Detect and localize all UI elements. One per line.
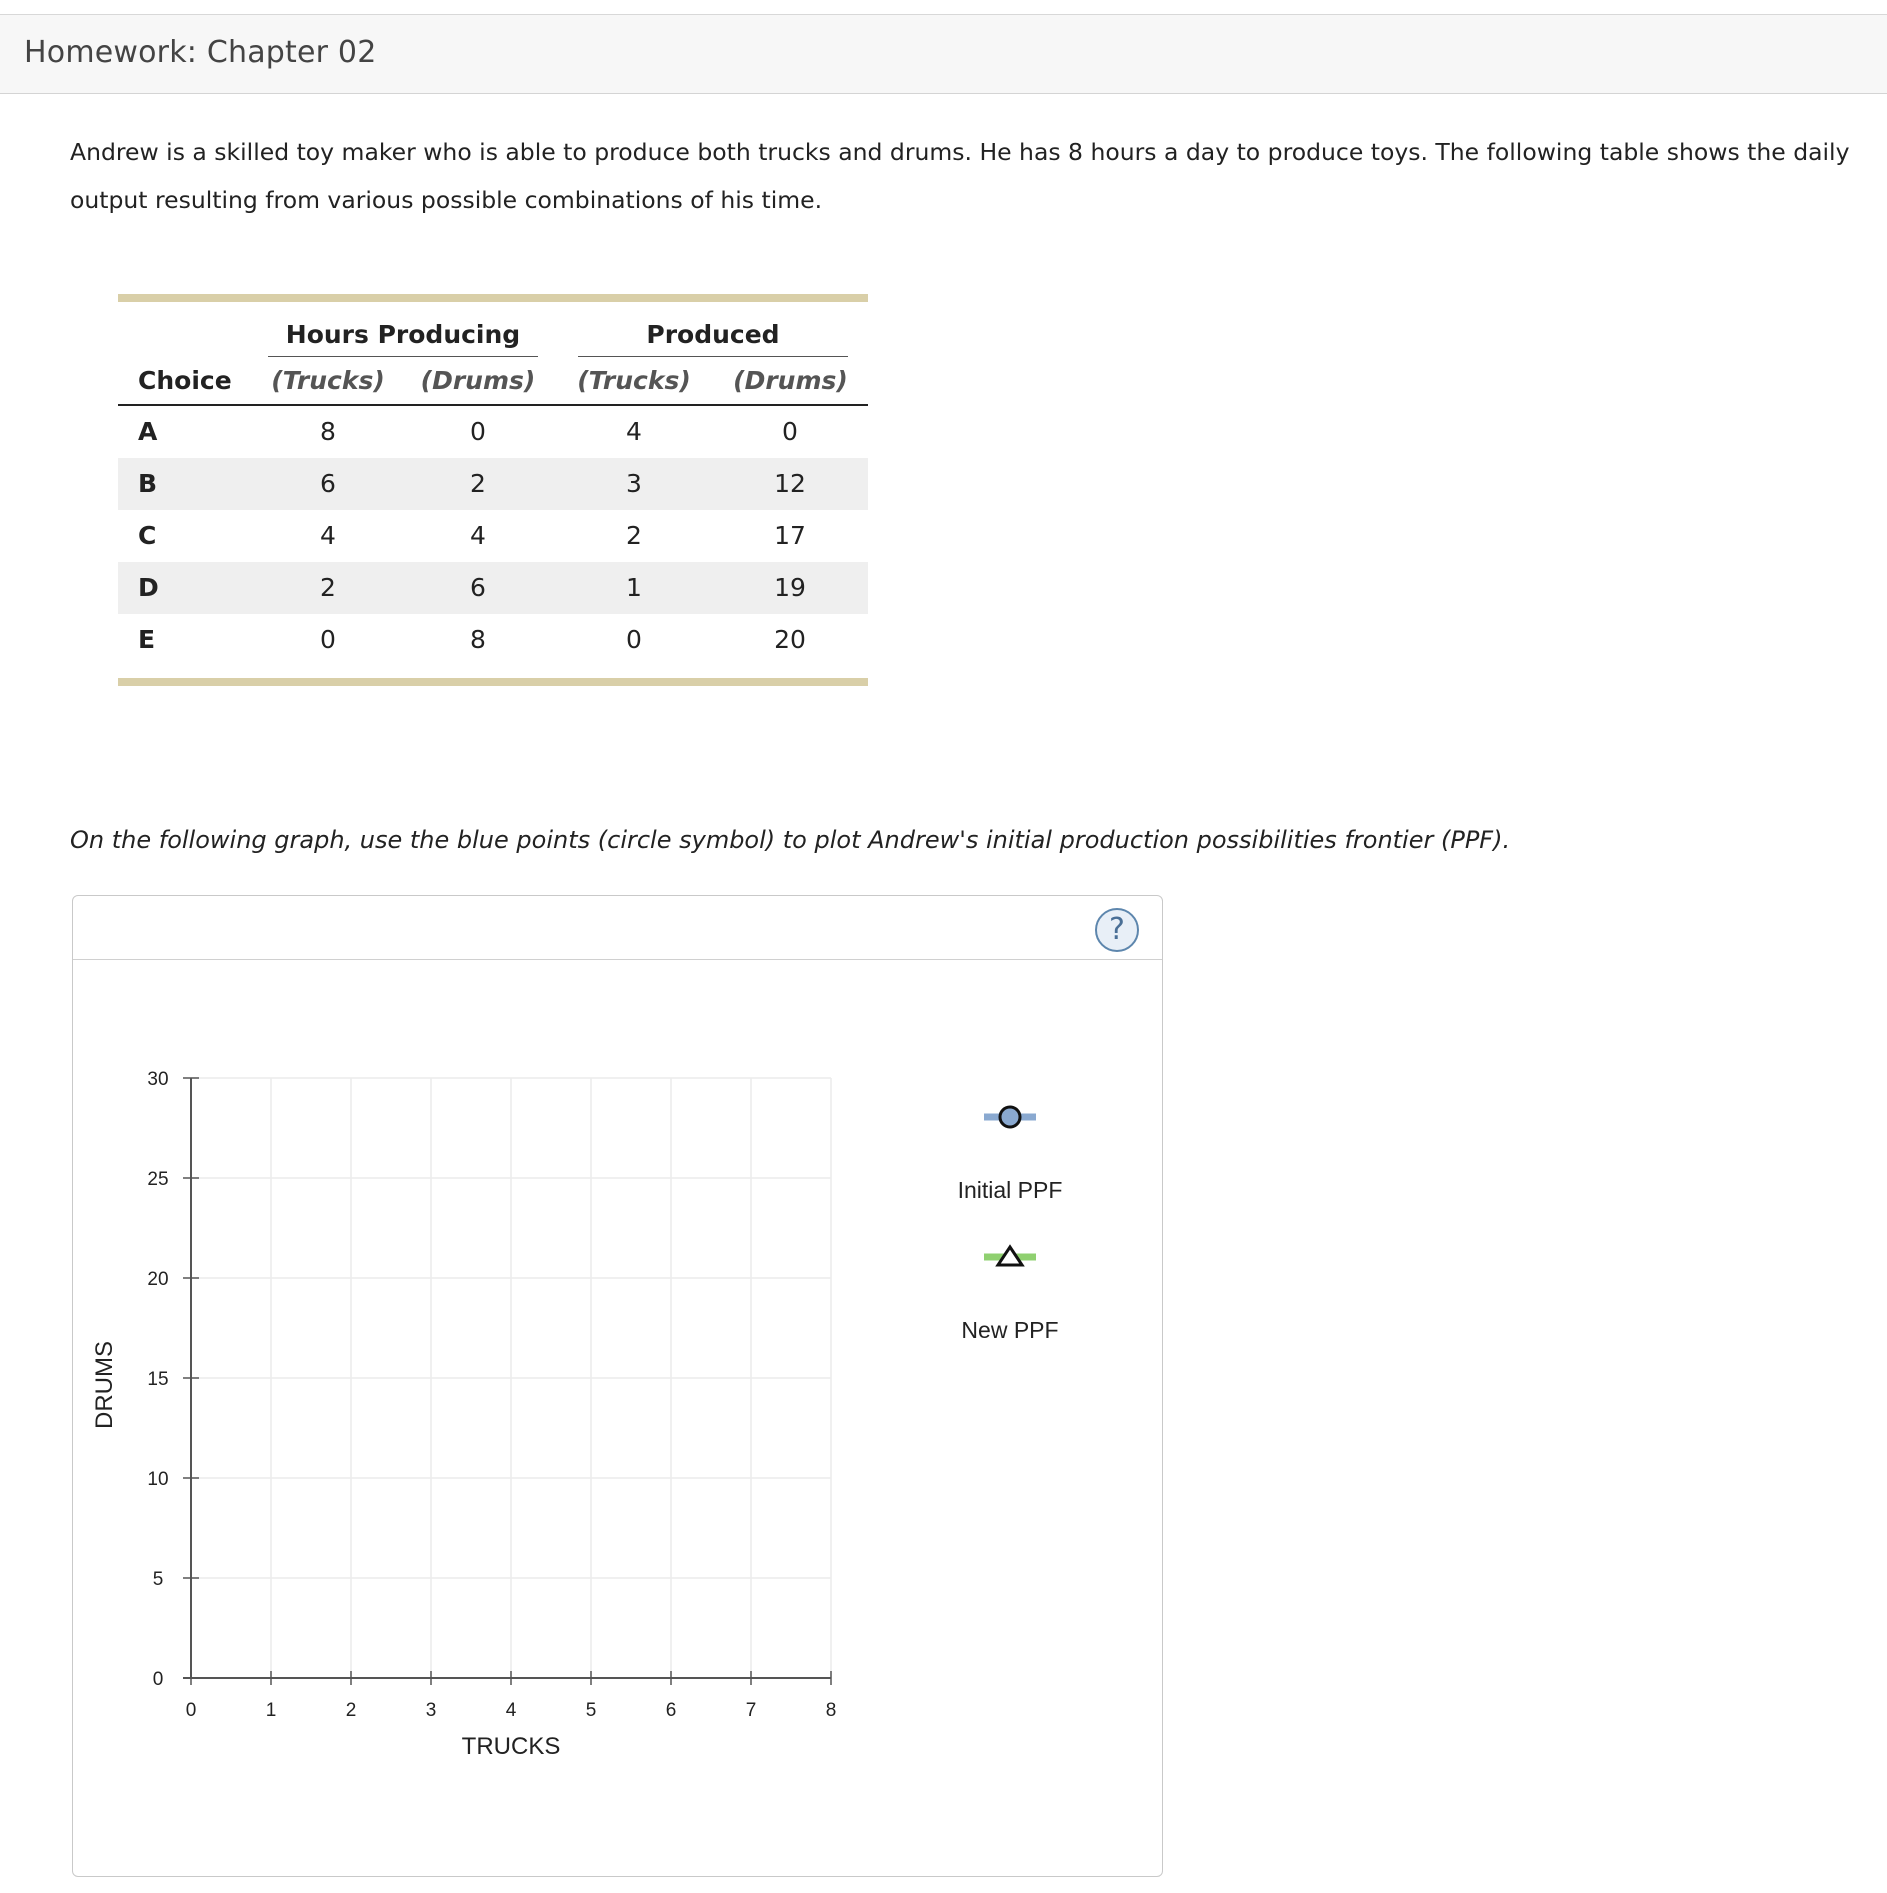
cell-prod-trucks: 3 [626,469,642,498]
cell-hours-trucks: 2 [320,573,336,602]
cell-hours-drums: 2 [470,469,486,498]
cell-hours-trucks: 6 [320,469,336,498]
column-header-drums-hours: (Drums) [420,366,536,395]
y-tick-label: 30 [147,1069,169,1090]
cell-hours-trucks: 0 [320,625,336,654]
legend-label-initial-ppf: Initial PPF [957,1177,1063,1203]
cell-choice: C [138,521,157,550]
column-header-drums-produced: (Drums) [733,366,848,395]
table-row [118,562,868,614]
x-tick-label: 3 [425,1700,437,1721]
table-bottom-rule [118,678,868,686]
y-tick-label: 20 [147,1269,169,1290]
table-row [118,458,868,510]
graph-instruction: On the following graph, use the blue points (circle symbol) to plot Andrew's initial production possibilities frontier (PPF). [70,826,1511,854]
cell-hours-trucks: 8 [320,417,336,446]
y-tick-label: 25 [147,1169,169,1190]
cell-hours-drums: 4 [470,521,486,550]
x-tick-label: 0 [185,1700,197,1721]
column-header-choice: Choice [138,366,232,395]
header-bar [0,15,1887,94]
y-tick-label: 10 [147,1469,169,1490]
cell-prod-trucks: 0 [626,625,642,654]
cell-prod-drums: 0 [782,417,798,446]
cell-prod-drums: 17 [774,521,806,550]
cell-choice: A [138,417,158,446]
help-button[interactable]: ? [1095,908,1139,952]
table-row [118,614,868,666]
legend-label-new-ppf: New PPF [961,1317,1059,1343]
x-tick-label: 2 [345,1700,357,1721]
group-underline-produced [578,356,848,357]
cell-prod-drums: 12 [774,469,806,498]
cell-prod-trucks: 2 [626,521,642,550]
cell-prod-trucks: 4 [626,417,642,446]
table-row [118,406,868,458]
x-tick-label: 5 [585,1700,597,1721]
x-tick-label: 8 [825,1700,837,1721]
y-tick-label: 15 [147,1369,169,1390]
y-tick-label: 0 [152,1669,164,1690]
group-underline-hours [268,356,538,357]
cell-choice: E [138,625,156,654]
cell-choice: D [138,573,159,602]
group-header-hours: Hours Producing [285,320,521,349]
x-axis-label: TRUCKS [461,1733,561,1760]
x-tick-label: 1 [265,1700,277,1721]
cell-hours-drums: 8 [470,625,486,654]
cell-choice: B [138,469,158,498]
group-header-produced: Produced [646,320,780,349]
x-tick-label: 7 [745,1700,757,1721]
table-top-rule [118,294,868,302]
cell-prod-drums: 20 [774,625,806,654]
cell-hours-trucks: 4 [320,521,336,550]
cell-prod-trucks: 1 [626,573,642,602]
column-header-trucks-produced: (Trucks) [577,366,691,395]
cell-hours-drums: 0 [470,417,486,446]
page-title: Homework: Chapter 02 [24,35,377,70]
y-axis-label: DRUMS [91,1341,118,1429]
graph-panel [72,895,1163,1877]
cell-hours-drums: 6 [470,573,486,602]
y-tick-label: 5 [152,1569,164,1590]
table-row [118,510,868,562]
x-tick-label: 4 [505,1700,517,1721]
x-tick-label: 6 [665,1700,677,1721]
column-header-trucks-hours: (Trucks) [271,366,385,395]
intro-paragraph: Andrew is a skilled toy maker who is able to produce both trucks and drums. He has 8 hours a day to produce toys. The following table shows the daily output resulting from various possible combinations of his time. [70,138,1850,214]
cell-prod-drums: 19 [774,573,806,602]
graph-toolbar [73,896,1162,960]
